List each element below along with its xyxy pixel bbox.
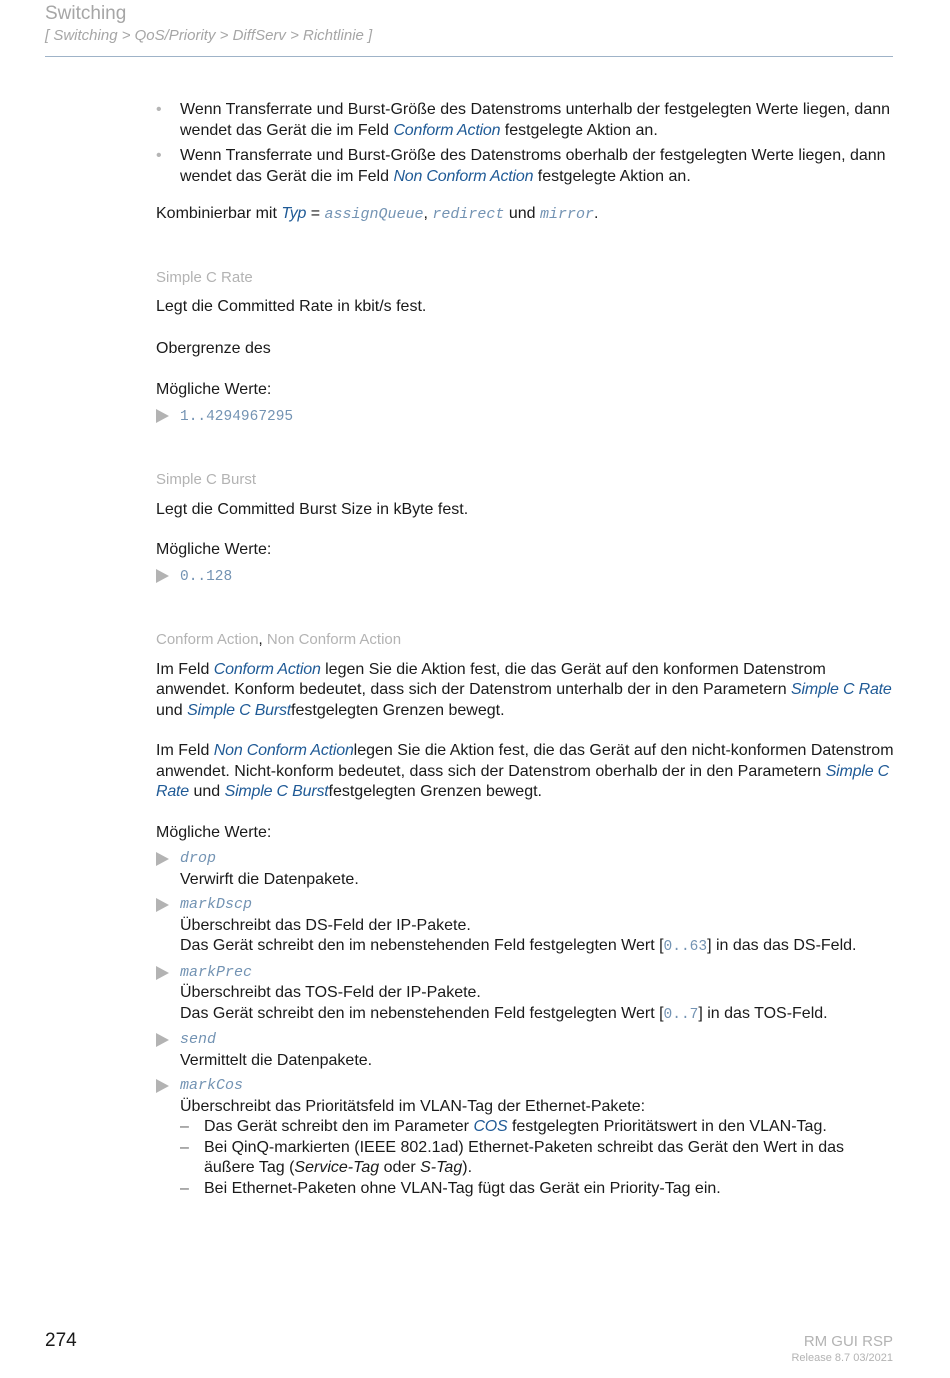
- dash-text: oder: [379, 1159, 421, 1176]
- option-markdscp: [156, 895, 896, 958]
- field-ref: Simple C Rate: [156, 762, 890, 800]
- dash-item: [180, 1117, 896, 1138]
- para-text: Im Feld: [156, 660, 214, 678]
- chapter-title: Switching: [45, 3, 127, 24]
- value-redirect: redirect: [432, 206, 505, 223]
- non-conform-paragraph: [156, 741, 896, 803]
- dash-text: Bei QinQ-markierten (IEEE 802.1ad) Ethernet-Paketen schreibt das Gerät den Wert in das äußere Tag (: [204, 1138, 845, 1176]
- bullet-text: festgelegte Aktion an.: [533, 167, 691, 185]
- desc-text: Das Gerät schreibt den im nebenstehenden Feld festgelegten Wert [: [180, 1004, 664, 1022]
- release-info: Release 8.7 03/2021: [791, 1352, 893, 1364]
- para-text: und: [156, 701, 188, 719]
- para-text: festgelegten Grenzen bewegt.: [328, 783, 542, 800]
- option-desc-2: [180, 1004, 896, 1026]
- page-number: 274: [45, 1330, 77, 1351]
- possible-values-label: Mögliche Werte:: [156, 381, 272, 398]
- para-text: legen Sie die Aktion fest, die das Gerät auf den nicht-konformen Datenstrom anwendet. Nicht-konform bedeutet, dass sich der Datenstrom oberhalb der in den Parametern: [156, 742, 894, 780]
- page-header: [45, 3, 893, 46]
- triangle-bullet-icon: [156, 1079, 169, 1093]
- para-text: festgelegten Grenzen bewegt.: [291, 701, 505, 719]
- field-ref: Conform Action: [213, 660, 321, 678]
- equals-text: =: [306, 205, 325, 222]
- doc-name: RM GUI RSP: [803, 1333, 893, 1350]
- header-divider: [45, 56, 893, 57]
- option-markcos: [156, 1076, 896, 1199]
- main-content: [156, 100, 896, 1199]
- value-range: 0..128: [180, 568, 233, 585]
- option-desc: Vermittelt die Datenpakete.: [180, 1051, 373, 1069]
- dash-marker: –: [180, 1179, 189, 1197]
- field-ref: Simple C Burst: [224, 783, 329, 800]
- dash-text: ).: [462, 1159, 473, 1176]
- option-name: drop: [180, 850, 217, 867]
- heading-non-conform: Non Conform Action: [266, 631, 402, 648]
- value-mirror: mirror: [540, 206, 595, 223]
- value-range: 0..7: [663, 1006, 699, 1023]
- triangle-bullet-icon: [156, 852, 169, 866]
- option-desc: Überschreibt das DS-Feld der IP-Pakete.: [180, 916, 471, 934]
- option-desc: Verwirft die Datenpakete.: [180, 870, 359, 888]
- heading-conform: Conform Action: [156, 631, 259, 648]
- bullet-text: festgelegte Aktion an.: [500, 121, 658, 139]
- simple-c-burst-desc: Legt die Committed Burst Size in kByte fest.: [156, 500, 469, 518]
- value-range: 0..63: [663, 939, 708, 955]
- separator: und: [504, 205, 541, 222]
- field-ref: Simple C Burst: [187, 701, 292, 719]
- value-option: [156, 566, 896, 588]
- para-text: legen Sie die Aktion fest, die das Gerät auf den konformen Datenstrom anwendet. Konform bedeutet, dass sich der Datenstrom unterhalb der in den Parametern: [156, 660, 826, 698]
- simple-c-rate-upper: Obergrenze des: [156, 339, 271, 357]
- dash-text: festgelegten Prioritätswert in den VLAN-Tag.: [507, 1118, 827, 1135]
- field-ref: Non Conform Action: [213, 742, 354, 759]
- value-range: 1..4294967295: [180, 408, 294, 425]
- value-option: [156, 406, 896, 428]
- option-name: markPrec: [180, 963, 253, 981]
- section-heading-conform-action: [156, 630, 896, 651]
- dash-item: [180, 1138, 896, 1179]
- value-assignqueue: assignQueue: [324, 206, 424, 223]
- dash-marker: –: [180, 1138, 189, 1156]
- option-name: send: [180, 1031, 217, 1048]
- bullet-item: [156, 146, 896, 187]
- breadcrumb: [ Switching > QoS/Priority > DiffServ > Richtlinie ]: [45, 27, 373, 44]
- bullet-text: Wenn Transferrate und Burst-Größe des Datenstroms unterhalb der festgelegten Werte liegen, dann wendet das Gerät die im Feld: [180, 101, 891, 139]
- option-desc: Überschreibt das Prioritätsfeld im VLAN-Tag der Ethernet-Pakete:: [180, 1097, 646, 1115]
- option-name: markDscp: [180, 896, 253, 913]
- possible-values-label: Mögliche Werte:: [156, 823, 272, 841]
- simple-c-rate-desc: Legt die Committed Rate in kbit/s fest.: [156, 298, 427, 315]
- triangle-bullet-icon: [156, 569, 169, 583]
- option-desc-2: [180, 936, 896, 958]
- para-text: Im Feld: [156, 742, 214, 759]
- separator: ,: [423, 205, 433, 222]
- dash-text: Bei Ethernet-Paketen ohne VLAN-Tag fügt das Gerät ein Priority-Tag ein.: [204, 1179, 721, 1197]
- field-ref-typ: Typ: [281, 205, 307, 222]
- desc-text: ] in das TOS-Feld.: [698, 1004, 828, 1022]
- combinable-text: Kombinierbar mit: [156, 205, 282, 222]
- dash-item: [180, 1179, 896, 1200]
- italic-term: Service-Tag: [294, 1159, 380, 1176]
- period: .: [594, 205, 599, 222]
- option-send: [156, 1030, 896, 1071]
- triangle-bullet-icon: [156, 898, 169, 912]
- field-ref: Non Conform Action: [393, 167, 534, 185]
- combinable-line: [156, 204, 896, 226]
- section-heading-simple-c-rate: Simple C Rate: [156, 268, 253, 286]
- italic-term: S-Tag: [420, 1159, 463, 1176]
- triangle-bullet-icon: [156, 966, 169, 980]
- para-text: und: [189, 783, 225, 800]
- section-heading-simple-c-burst: Simple C Burst: [156, 471, 257, 488]
- field-ref: Simple C Rate: [791, 681, 892, 698]
- bullet-dot: •: [156, 101, 162, 118]
- option-drop: [156, 849, 896, 890]
- desc-text: Das Gerät schreibt den im nebenstehenden Feld festgelegten Wert [: [180, 937, 664, 954]
- field-ref: Conform Action: [393, 121, 501, 139]
- dash-text: Das Gerät schreibt den im Parameter: [204, 1118, 474, 1135]
- dash-marker: –: [180, 1118, 189, 1135]
- triangle-bullet-icon: [156, 409, 169, 423]
- field-ref-cos: COS: [473, 1118, 508, 1135]
- option-desc: Überschreibt das TOS-Feld der IP-Pakete.: [180, 984, 481, 1001]
- possible-values-label: Mögliche Werte:: [156, 541, 272, 558]
- desc-text: ] in das das DS-Feld.: [707, 937, 857, 954]
- bullet-text: Wenn Transferrate und Burst-Größe des Datenstroms oberhalb der festgelegten Werte liegen, dann wendet das Gerät die im Feld: [180, 147, 886, 185]
- conform-paragraph: [156, 660, 896, 722]
- option-markprec: [156, 963, 896, 1026]
- option-name: markCos: [180, 1077, 244, 1094]
- triangle-bullet-icon: [156, 1033, 169, 1047]
- bullet-dot: •: [156, 147, 162, 164]
- heading-separator: ,: [258, 631, 267, 648]
- bullet-item: [156, 100, 896, 141]
